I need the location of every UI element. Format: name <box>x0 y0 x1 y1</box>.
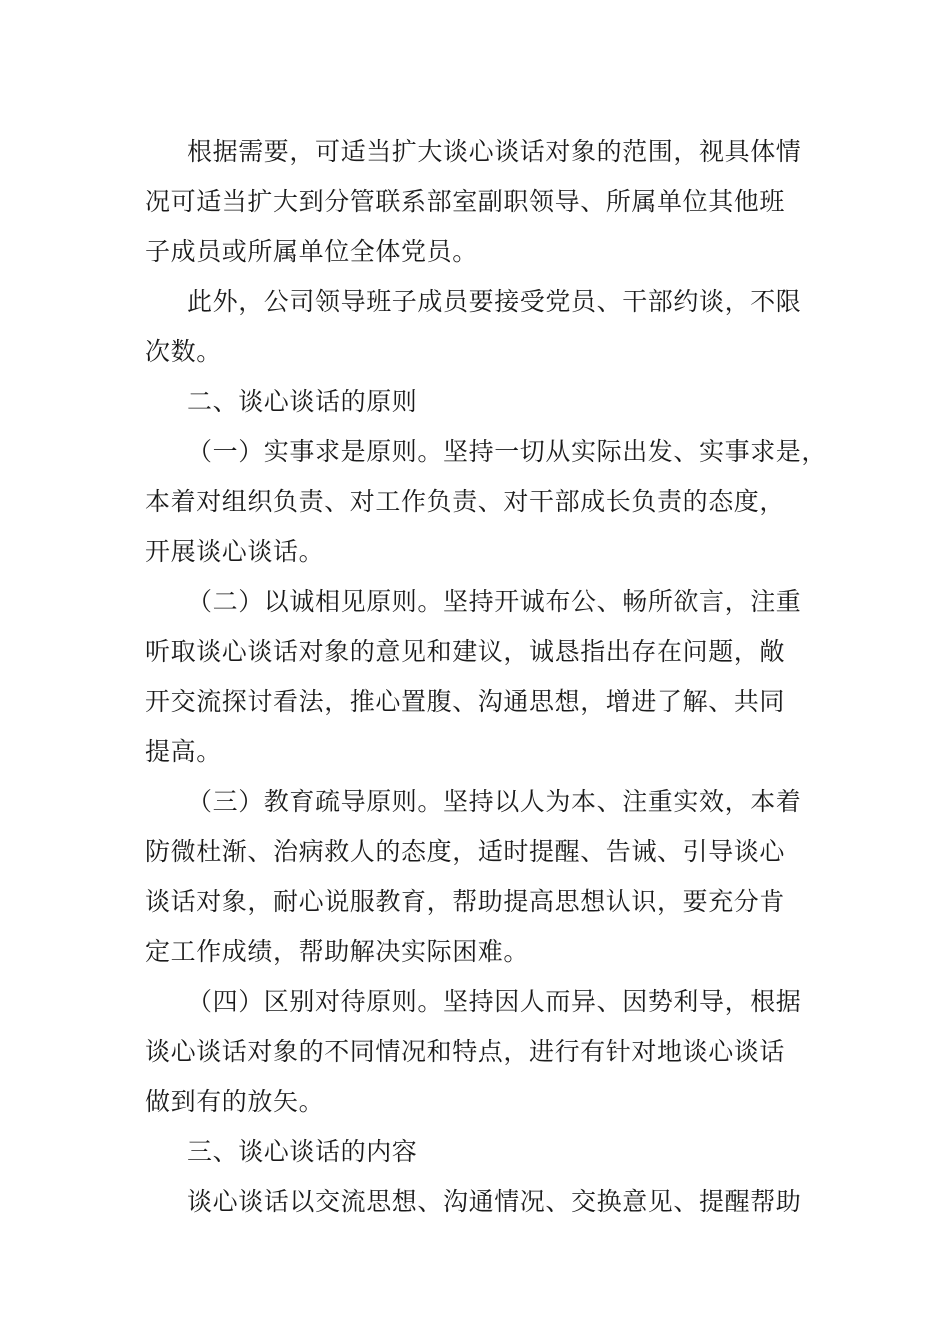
principle-3-line-2: 防微杜渐、治病救人的态度，适时提醒、告诫、引导谈心 <box>145 837 786 866</box>
paragraph-addition-line-2: 次数。 <box>145 337 222 366</box>
principle-1-line-1: （一）实事求是原则。坚持一切从实际出发、实事求是， <box>187 437 828 466</box>
content-intro-line-1: 谈心谈话以交流思想、沟通情况、交换意见、提醒帮助 <box>187 1187 802 1216</box>
principle-4-line-2: 谈心谈话对象的不同情况和特点，进行有针对地谈心谈话 <box>145 1037 786 1066</box>
principle-4-line-3: 做到有的放矢。 <box>145 1087 325 1116</box>
principle-2-line-3: 开交流探讨看法，推心置腹、沟通思想，增进了解、共同 <box>145 687 786 716</box>
principle-1-line-2: 本着对组织负责、对工作负责、对干部成长负责的态度， <box>145 487 786 516</box>
principle-3-line-3: 谈话对象，耐心说服教育，帮助提高思想认识，要充分肯 <box>145 887 786 916</box>
principle-1-line-3: 开展谈心谈话。 <box>145 537 325 566</box>
principle-2-line-1: （二）以诚相见原则。坚持开诚布公、畅所欲言，注重 <box>187 587 802 616</box>
paragraph-scope-line-2: 况可适当扩大到分管联系部室副职领导、所属单位其他班 <box>145 187 786 216</box>
principle-3-line-1: （三）教育疏导原则。坚持以人为本、注重实效，本着 <box>187 787 802 816</box>
paragraph-addition-line-1: 此外，公司领导班子成员要接受党员、干部约谈，不限 <box>187 287 802 316</box>
section-heading-principles: 二、谈心谈话的原则 <box>187 387 418 416</box>
principle-2-line-4: 提高。 <box>145 737 222 766</box>
paragraph-scope-line-1: 根据需要，可适当扩大谈心谈话对象的范围，视具体情 <box>187 137 802 166</box>
principle-2-line-2: 听取谈心谈话对象的意见和建议，诚恳指出存在问题，敞 <box>145 637 786 666</box>
paragraph-scope-line-3: 子成员或所属单位全体党员。 <box>145 237 478 266</box>
principle-3-line-4: 定工作成绩，帮助解决实际困难。 <box>145 937 530 966</box>
section-heading-content: 三、谈心谈话的内容 <box>187 1137 418 1166</box>
principle-4-line-1: （四）区别对待原则。坚持因人而异、因势利导，根据 <box>187 987 802 1016</box>
